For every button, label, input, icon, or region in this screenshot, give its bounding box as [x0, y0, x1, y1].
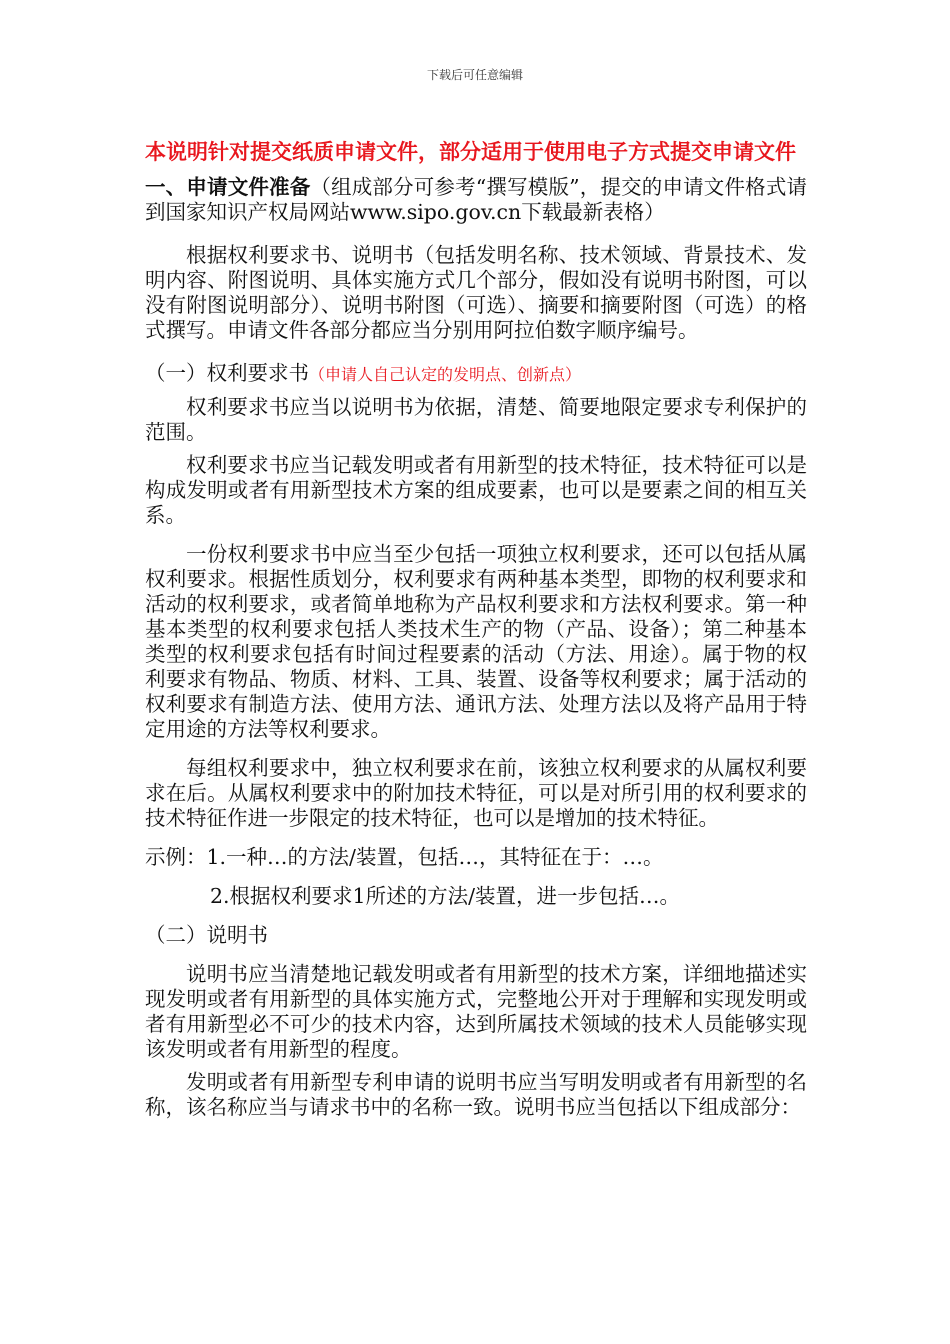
- document-body: [145, 140, 807, 1120]
- section-1-paragraph: [145, 175, 807, 225]
- claims-paragraph-2: 权利要求书应当记载发明或者有用新型的技术特征，技术特征可以是构成发明或者有用新型技术方案的组成要素，也可以是要素之间的相互关系。: [145, 453, 807, 527]
- claims-example-2: 2.根据权利要求1所述的方法/装置，进一步包括…。: [210, 884, 681, 908]
- claims-paragraph-4: 每组权利要求中，独立权利要求在前，该独立权利要求的从属权利要求在后。从属权利要求中的附加技术特征，可以是对所引用的权利要求的技术特征作进一步限定的技术特征，也可以是增加的技术特征。: [145, 756, 807, 830]
- claims-heading-line: [145, 361, 807, 387]
- section-1-intro: 根据权利要求书、说明书（包括发明名称、技术领域、背景技术、发明内容、附图说明、具体实施方式几个部分，假如没有说明书附图，可以没有附图说明部分）、说明书附图（可选）、摘要和摘要附图（可选）的格式撰写。申请文件各部分都应当分别用阿拉伯数字顺序编号。: [145, 243, 807, 342]
- page-header: 下载后可任意编辑: [426, 68, 523, 82]
- section-1-heading: 一、申请文件准备: [145, 175, 311, 199]
- description-paragraph-1: 说明书应当清楚地记载发明或者有用新型的技术方案，详细地描述实现发明或者有用新型的具体实施方式，完整地公开对于理解和实现发明或者有用新型必不可少的技术内容，达到所属技术领域的技术人员能够实现该发明或者有用新型的程度。: [145, 962, 807, 1061]
- description-paragraph-2: 发明或者有用新型专利申请的说明书应当写明发明或者有用新型的名称，该名称应当与请求书中的名称一致。说明书应当包括以下组成部分：: [145, 1070, 807, 1119]
- claims-heading-note: （申请人自己认定的发明点、创新点）: [309, 365, 582, 384]
- claims-heading: （一）权利要求书: [145, 361, 309, 385]
- section-1-heading-note: （组成部分可参考“撰写模版”，提交的申请文件格式请到国家知识产权局网站www.sipo.gov.cn下载最新表格）: [145, 175, 807, 224]
- claims-paragraph-1: 权利要求书应当以说明书为依据，清楚、简要地限定要求专利保护的范围。: [145, 395, 807, 444]
- description-heading: （二）说明书: [145, 923, 268, 947]
- claims-example-1: 示例：1.一种…的方法/装置，包括…，其特征在于：…。: [145, 845, 664, 869]
- notice-text: 本说明针对提交纸质申请文件，部分适用于使用电子方式提交申请文件: [145, 140, 796, 164]
- claims-paragraph-3: 一份权利要求书中应当至少包括一项独立权利要求，还可以包括从属权利要求。根据性质划分，权利要求有两种基本类型，即物的权利要求和活动的权利要求，或者简单地称为产品权利要求和方法权利要求。第一种基本类型的权利要求包括人类技术生产的物（产品、设备）；第二种基本类型的权利要求包括有时间过程要素的活动（方法、用途）。属于物的权利要求有物品、物质、材料、工具、装置、设备等权利要求；属于活动的权利要求有制造方法、使用方法、通讯方法、处理方法以及将产品用于特定用途的方法等权利要求。: [145, 542, 807, 741]
